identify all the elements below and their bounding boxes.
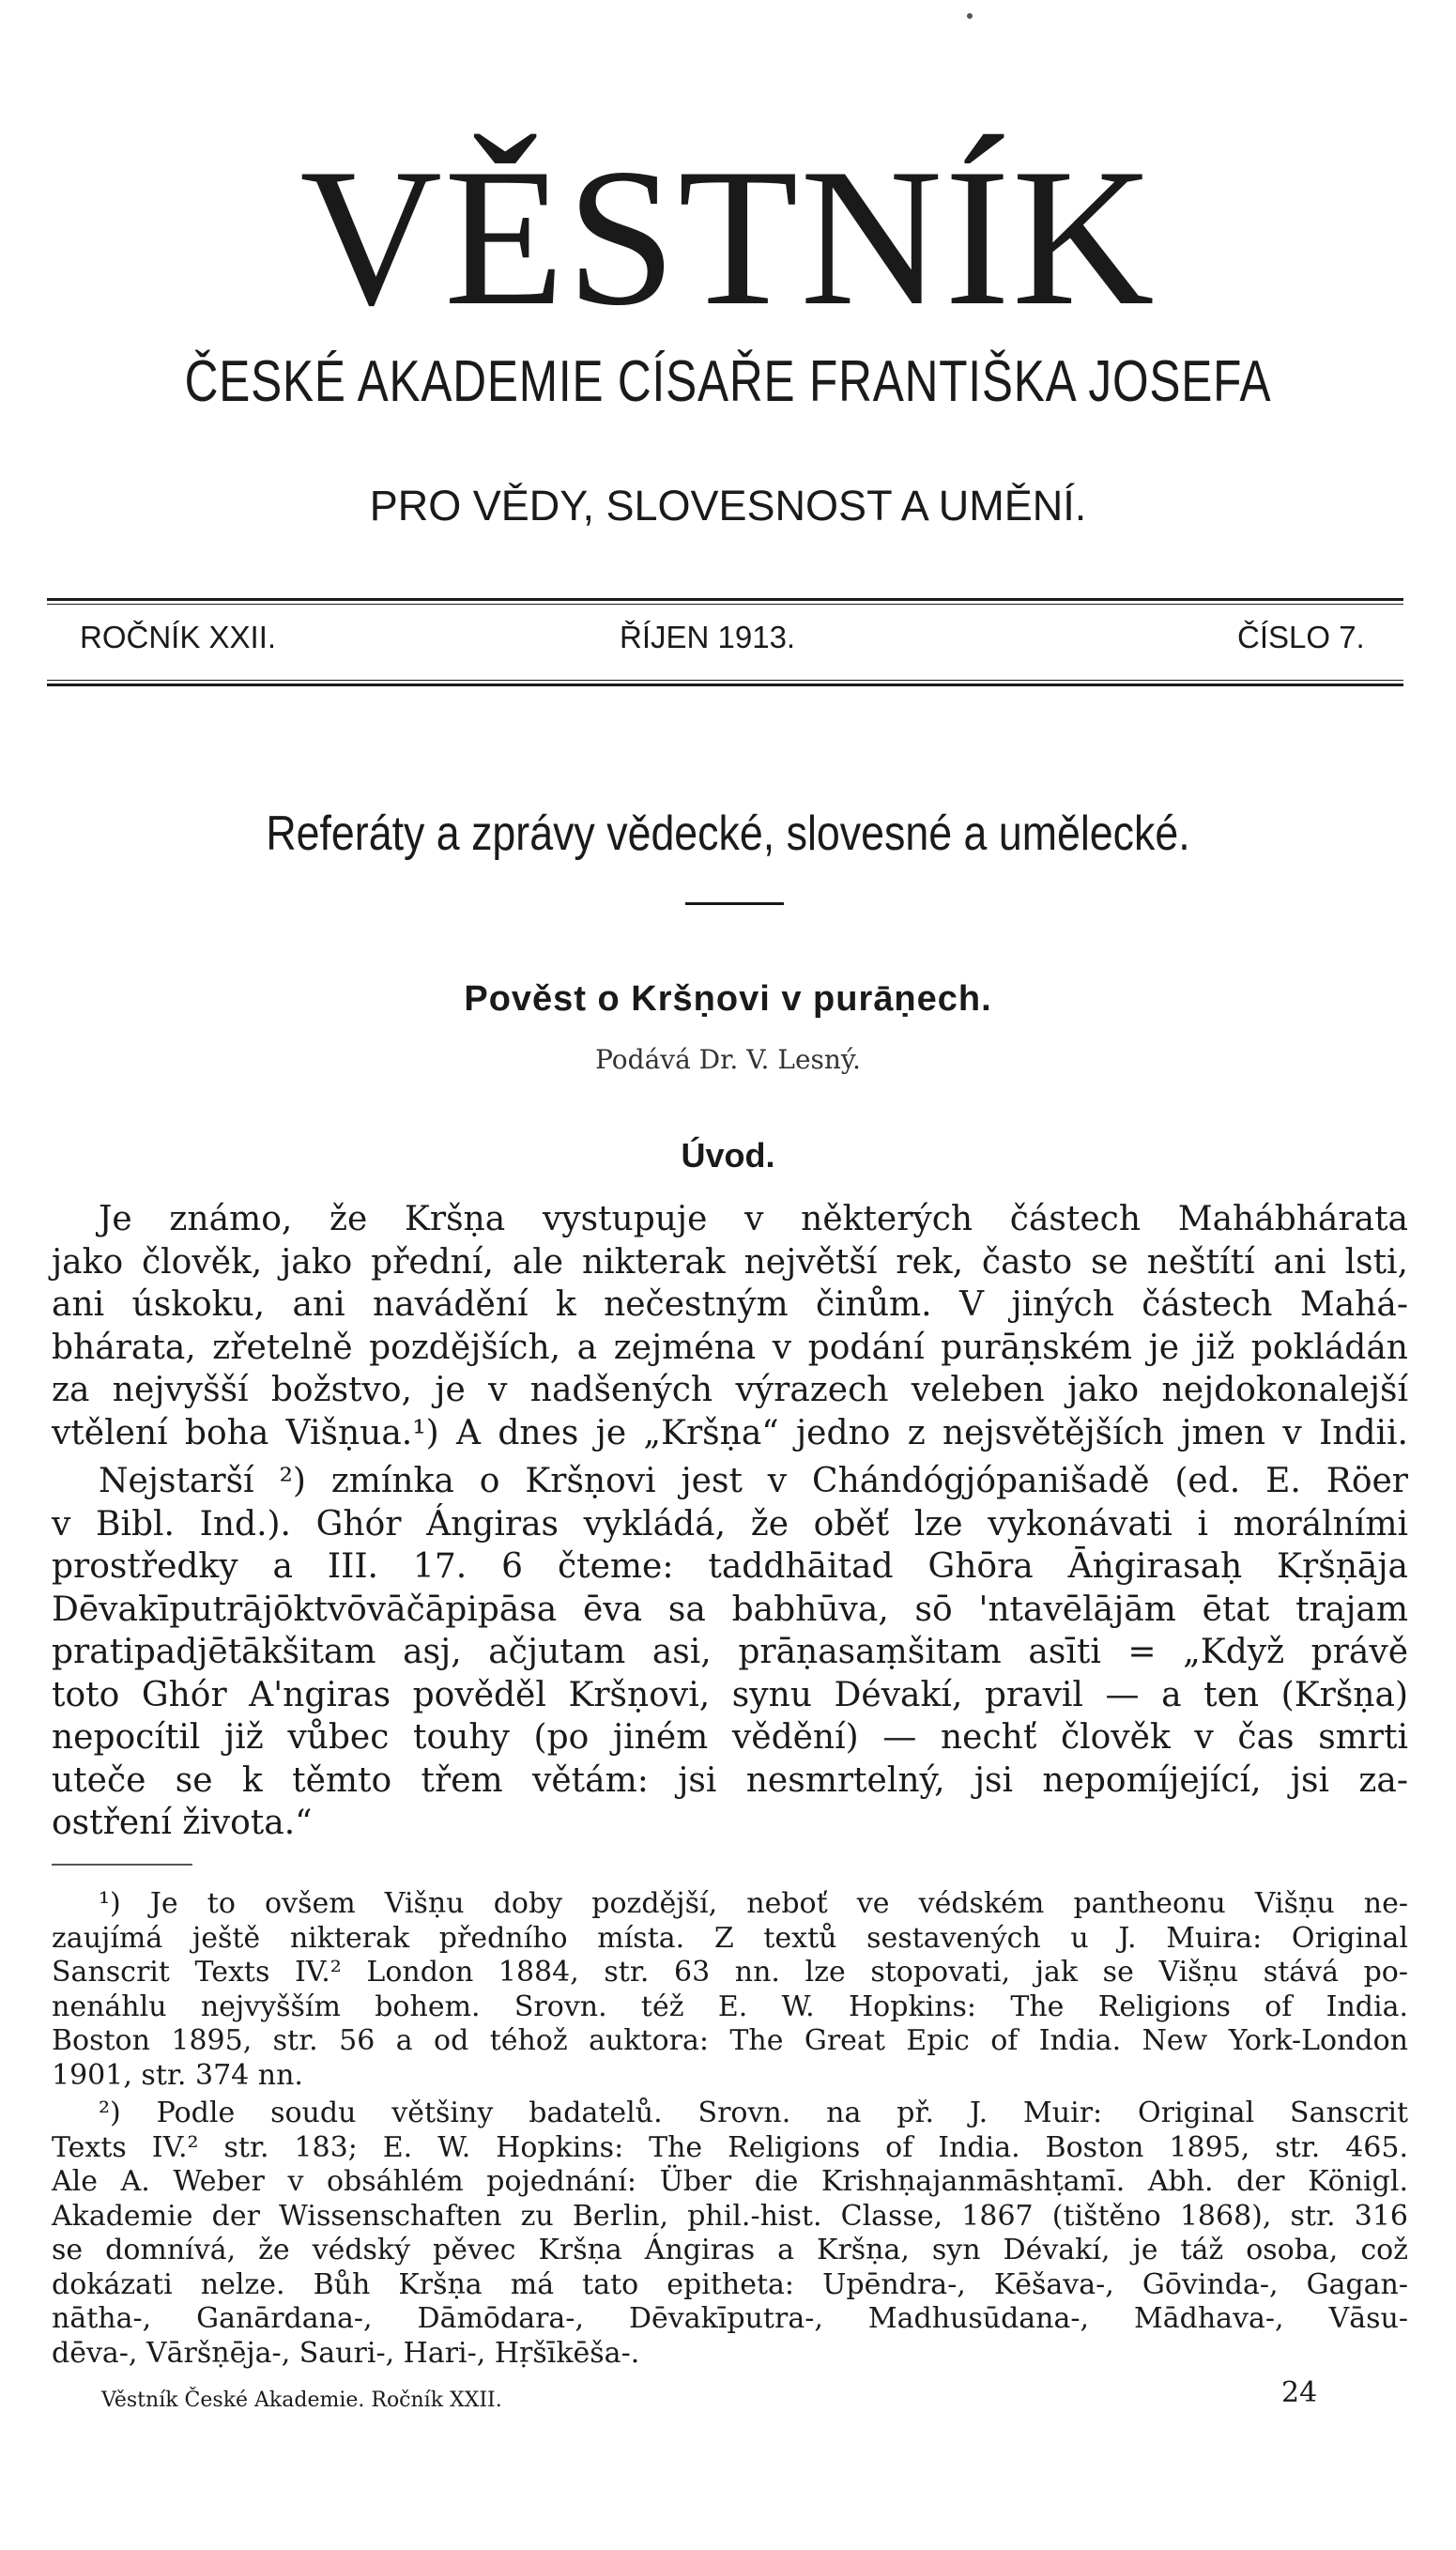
footnote-line: nenáhlu nejvyšším bohem. Srovn. též E. W. Hopkins: The Religions of India.: [52, 1989, 1408, 2023]
paragraph-2: [52, 1460, 1408, 1845]
footnote-line: nātha-, Ganārdana-, Dāmōdara-, Dēvakīputra-, Madhusūdana-, Mādhava-, Vāsu-: [52, 2302, 1408, 2335]
masthead-title: VĚSTNÍK: [299, 129, 1157, 346]
footnote-line: zaujímá ještě nikterak předního místa. Z textů sestavených u J. Muira: Original: [52, 1921, 1408, 1955]
paragraph-1: [52, 1198, 1408, 1454]
text-line: nepocítil již vůbec touhy (po jiném vědění) — nechť člověk v čas smrti: [52, 1718, 1408, 1757]
footnote-line: Sanscrit Texts IV.² London 1884, str. 63 nn. lze stopovati, jak se Višṇu stává po-: [52, 1956, 1408, 1989]
text-line: toto Ghór A'ngiras pověděl Kršṇovi, synu Dévakí, pravil — a ten (Kršṇa): [52, 1675, 1408, 1714]
top-rule: [47, 598, 1403, 601]
footnote-line: Texts IV.² str. 183; E. W. Hopkins: The Religions of India. Boston 1895, str. 465.: [52, 2130, 1408, 2164]
text-line: prostředky a III. 17. 6 čteme: taddhāitad Ghōra Āṅgirasaḥ Kṛšṇāja: [52, 1547, 1408, 1586]
footnote-line: ²) Podle soudu většiny badatelů. Srovn. na př. J. Muir: Original Sanscrit: [99, 2097, 1408, 2129]
print-speck: [967, 13, 973, 19]
text-line: jako člověk, jako přední, ale nikterak největší rek, často se neštítí ani lsti,: [52, 1242, 1408, 1282]
article-author: Podává Dr. V. Lesný.: [595, 1044, 861, 1075]
top-rule-thin: [47, 604, 1403, 605]
text-line: ani úskoku, ani navádění k nečestným činům. V jiných částech Mahá-: [52, 1285, 1408, 1324]
footnote-line: ¹) Je to ovšem Višṇu doby pozdější, neboť ve védském pantheonu Višṇu ne-: [99, 1887, 1408, 1920]
intro-heading: Úvod.: [681, 1136, 775, 1175]
masthead-subtitle-2: PRO VĚDY, SLOVESNOST A UMĚNÍ.: [369, 482, 1087, 530]
bottom-rule-thin: [47, 680, 1403, 681]
footnote-2: [52, 2097, 1408, 2371]
text-line: ostření života.“: [52, 1804, 313, 1842]
text-line: za nejvyšší božstvo, je v nadšených výrazech veleben jako nejdokonalejší: [52, 1371, 1408, 1409]
footnote-divider: [52, 1864, 192, 1866]
article-title: Pověst o Kršṇovi v purāṇech.: [464, 979, 992, 1019]
footnote-line: dokázati nelze. Bůh Kršṇa má tato epitheta: Upēndra-, Kēšava-, Gōvinda-, Gagan-: [52, 2267, 1408, 2301]
text-line: pratipadjētākšitam asj, ačjutam asi, prāṇasaṃšitam asīti = „Když právě: [52, 1633, 1408, 1671]
footnote-line: 1901, str. 374 nn.: [52, 2058, 303, 2092]
text-line: v Bibl. Ind.). Ghór Ángiras vykládá, že oběť lze vykonávati i morálními: [52, 1504, 1408, 1544]
issue-volume: ROČNÍK XXII.: [80, 620, 277, 654]
text-line: Dēvakīputrājōktvōvāčāpipāsa ēva sa babhūva, sō 'ntavēlājām ētat trajam: [52, 1590, 1408, 1629]
text-line: Nejstarší ²) zmínka o Kršṇovi jest v Chándógjópanišadě (ed. E. Röer: [99, 1462, 1408, 1500]
issue-number: ČÍSLO 7.: [1237, 620, 1365, 654]
text-line: bhárata, zřetelně pozdějších, a zejména v podání purāṇském je již pokládán: [52, 1328, 1408, 1367]
footnote-line: se domnívá, že védský pěvec Kršṇa Ángiras a Kršṇa, syn Dévakí, je táž osoba, což: [52, 2234, 1408, 2266]
text-line: Je známo, že Kršṇa vystupuje v některých částech Mahábhárata: [99, 1200, 1408, 1238]
text-line: uteče se k těmto třem větám: jsi nesmrtelný, jsi nepomíjející, jsi za-: [52, 1760, 1408, 1800]
footnote-line: Boston 1895, str. 56 a od téhož auktora: The Great Epic of India. New York-London: [52, 2024, 1408, 2057]
section-heading: Referáty a zprávy vědecké, slovesné a umělecké.: [266, 806, 1190, 861]
short-divider: [685, 902, 784, 905]
issue-date: ŘÍJEN 1913.: [620, 620, 796, 654]
footer-page-signature: 24: [1281, 2376, 1318, 2409]
masthead-subtitle: ČESKÉ AKADEMIE CÍSAŘE FRANTIŠKA JOSEFA: [184, 349, 1272, 414]
footnote-line: Ale A. Weber v obsáhlém pojednání: Über die Krishṇajanmāshṭamī. Abh. der Königl.: [52, 2165, 1408, 2198]
footnote-1: [52, 1887, 1408, 2093]
text-line: vtělení boha Višṇua.¹) A dnes je „Kršṇa“ jedno z nejsvětějších jmen v Indii.: [52, 1413, 1408, 1452]
footnote-line: dēva-, Vāršṇēja-, Sauri-, Hari-, Hṛšīkēša-.: [52, 2336, 640, 2370]
bottom-rule: [47, 684, 1403, 686]
footnote-line: Akademie der Wissenschaften zu Berlin, phil.-hist. Classe, 1867 (tištěno 1868), str. 316: [52, 2199, 1408, 2233]
footer-running-title: Věstník České Akademie. Ročník XXII.: [101, 2389, 502, 2412]
